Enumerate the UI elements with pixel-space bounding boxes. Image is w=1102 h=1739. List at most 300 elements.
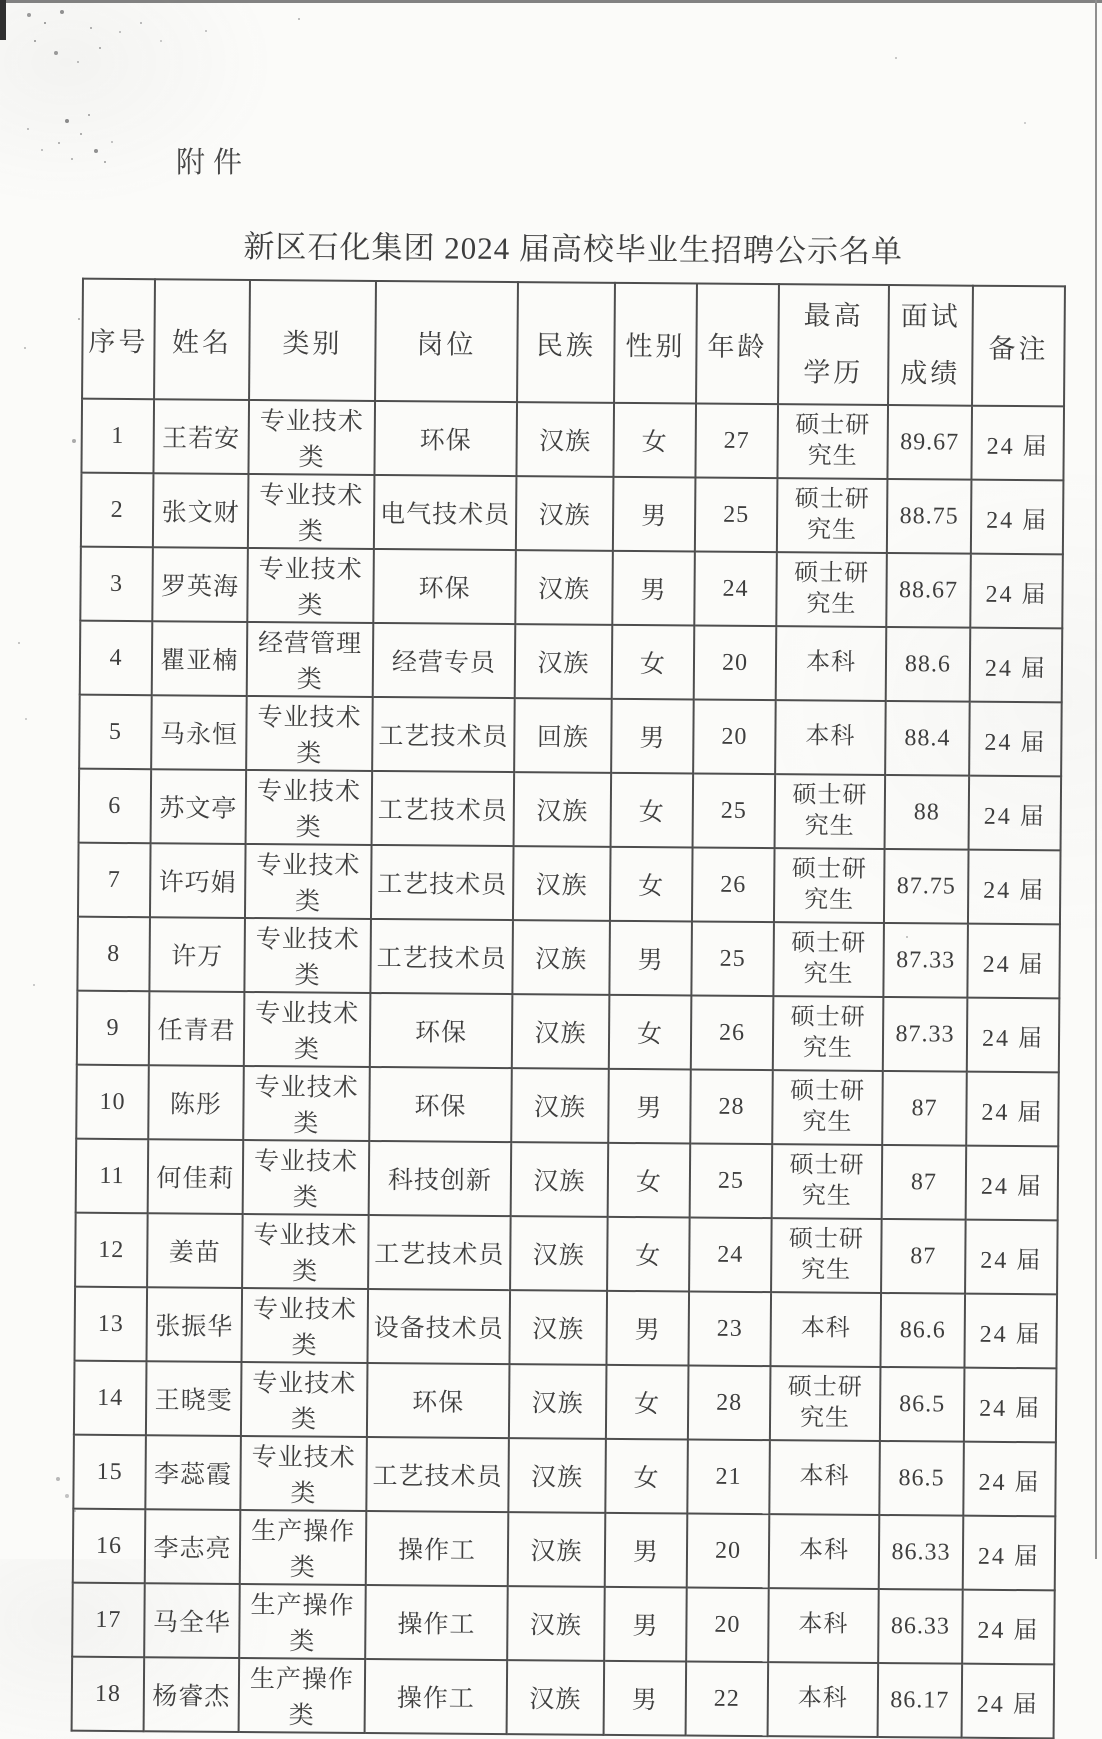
column-header-label: 类别	[282, 327, 343, 359]
table-row	[79, 695, 1062, 777]
cell-value: 28	[718, 1093, 745, 1120]
cell-position	[369, 1067, 512, 1142]
column-header-education	[778, 284, 889, 405]
cell-remark	[969, 776, 1062, 851]
cell-value: 23	[716, 1315, 743, 1342]
cell-value: 8	[107, 940, 121, 967]
cell-value: 本科	[799, 1463, 850, 1491]
cell-value: 何佳莉	[156, 1165, 235, 1193]
cell-value: 18	[94, 1680, 121, 1707]
cell-value: 环保	[414, 1093, 467, 1121]
cell-category	[242, 1214, 369, 1289]
cell-value: 操作工	[397, 1611, 476, 1639]
cell-value: 男	[632, 1539, 660, 1567]
cell-value: 操作工	[397, 1537, 477, 1565]
column-header-label: 性别	[625, 330, 686, 361]
cell-ethnicity	[515, 624, 613, 699]
cell-age	[693, 774, 776, 849]
cell-category	[246, 770, 373, 845]
cell-age	[687, 1439, 770, 1514]
cell-value: 86.17	[890, 1686, 950, 1714]
cell-value: 汉族	[532, 1242, 585, 1270]
cell-value: 87.33	[896, 946, 956, 974]
cell-education	[769, 1440, 880, 1515]
table-row	[73, 1509, 1056, 1591]
cell-remark	[966, 1072, 1059, 1147]
column-header-gender	[614, 283, 697, 404]
cell-value: 88.6	[904, 650, 952, 678]
table-header-row	[82, 279, 1065, 407]
cell-age	[691, 995, 774, 1070]
cell-value: 25	[723, 501, 750, 528]
cell-value: 科技创新	[387, 1167, 493, 1195]
cell-education	[773, 996, 884, 1071]
cell-position	[366, 1437, 509, 1512]
cell-no	[76, 1139, 149, 1214]
cell-value: 工艺技术员	[377, 797, 508, 826]
cell-position	[365, 1585, 508, 1660]
cell-value: 生产操作类	[251, 1518, 356, 1582]
cell-value: 86.33	[890, 1612, 951, 1640]
cell-value: 20	[721, 723, 748, 750]
cell-value: 87	[911, 1094, 938, 1121]
cell-score	[880, 1293, 965, 1368]
cell-value: 89.67	[900, 428, 960, 456]
cell-remark	[963, 1442, 1056, 1517]
cell-value: 14	[97, 1384, 124, 1411]
cell-score	[884, 849, 969, 924]
cell-value: 汉族	[533, 1168, 586, 1196]
table-row	[72, 1583, 1055, 1665]
cell-value: 汉族	[536, 798, 589, 826]
cell-score	[881, 1219, 966, 1294]
cell-no	[79, 695, 152, 770]
table-row	[78, 843, 1061, 925]
cell-value: 本科	[805, 723, 856, 751]
cell-value: 专业技术类	[254, 1074, 359, 1138]
cell-value: 28	[716, 1389, 743, 1416]
cell-value: 专业技术类	[257, 704, 362, 768]
cell-gender	[604, 1661, 687, 1736]
cell-education	[777, 478, 888, 553]
cell-value: 27	[723, 427, 750, 454]
cell-score	[878, 1589, 963, 1664]
cell-education	[770, 1366, 881, 1441]
table-row	[72, 1657, 1055, 1739]
cell-value: 罗英海	[160, 573, 240, 601]
cell-no	[72, 1657, 145, 1732]
cell-ethnicity	[516, 402, 614, 477]
cell-value: 24 届	[976, 1691, 1039, 1718]
cell-value: 88	[913, 798, 940, 825]
cell-no	[77, 917, 150, 992]
cell-ethnicity	[508, 1512, 606, 1587]
cell-value: 硕士研究生	[790, 1004, 866, 1062]
cell-gender	[605, 1513, 688, 1588]
cell-value: 汉族	[535, 946, 588, 974]
cell-value: 张文财	[161, 499, 240, 527]
cell-education	[768, 1662, 879, 1737]
cell-value: 20	[714, 1611, 741, 1638]
cell-ethnicity	[512, 994, 610, 1069]
cell-value: 24 届	[978, 1469, 1041, 1496]
cell-name	[149, 917, 245, 992]
cell-score	[880, 1367, 965, 1442]
cell-value: 女	[638, 873, 665, 901]
cell-value: 王若安	[162, 425, 241, 453]
table-row	[77, 917, 1060, 999]
cell-name	[151, 695, 247, 770]
cell-value: 苏文亭	[159, 795, 238, 823]
cell-value: 88.67	[898, 576, 959, 604]
cell-value: 24 届	[986, 433, 1049, 460]
cell-age	[687, 1513, 770, 1588]
cell-ethnicity	[516, 476, 614, 551]
cell-score	[885, 701, 970, 776]
cell-value: 男	[637, 947, 664, 975]
cell-name	[152, 621, 248, 696]
cell-value: 电气技术员	[380, 501, 511, 530]
cell-name	[151, 769, 247, 844]
cell-value: 汉族	[533, 1094, 587, 1122]
cell-value: 汉族	[534, 1020, 587, 1048]
cell-gender	[613, 477, 696, 552]
cell-ethnicity	[515, 550, 613, 625]
cell-category	[243, 1140, 370, 1215]
cell-value: 本科	[798, 1537, 850, 1565]
cell-name	[146, 1287, 242, 1362]
cell-value: 女	[636, 1021, 664, 1049]
column-header-label: 年龄	[707, 331, 768, 362]
cell-value: 硕士研究生	[792, 782, 868, 840]
cell-age	[694, 552, 777, 627]
document-sheet	[71, 228, 1064, 1739]
cell-gender	[613, 403, 696, 478]
cell-name	[144, 1657, 240, 1732]
cell-value: 专业技术类	[252, 1370, 357, 1434]
cell-name	[146, 1361, 242, 1436]
cell-value: 汉族	[532, 1316, 585, 1344]
cell-value: 13	[97, 1310, 124, 1337]
table-row	[74, 1361, 1057, 1443]
cell-no	[81, 473, 154, 548]
cell-value: 经营专员	[391, 649, 497, 677]
cell-gender	[607, 1217, 690, 1292]
cell-value: 男	[640, 577, 667, 605]
page-edge-line	[1095, 0, 1097, 1559]
cell-value: 24 届	[981, 1099, 1044, 1126]
cell-value: 86.5	[898, 1464, 945, 1491]
cell-no	[73, 1435, 146, 1510]
cell-value: 25	[717, 1167, 745, 1194]
cell-value: 汉族	[530, 1538, 583, 1566]
attachment-label: 附件	[176, 147, 251, 179]
cell-value: 汉族	[529, 1686, 582, 1714]
cell-ethnicity	[514, 698, 612, 773]
cell-education	[772, 1070, 883, 1145]
cell-education	[768, 1588, 879, 1663]
cell-remark	[964, 1368, 1057, 1443]
cell-value: 环保	[412, 1389, 465, 1417]
cell-remark	[969, 702, 1062, 777]
cell-education	[776, 552, 887, 627]
cell-value: 16	[95, 1532, 123, 1559]
cell-ethnicity	[514, 772, 612, 847]
cell-score	[887, 405, 972, 480]
cell-name	[148, 1065, 244, 1140]
cell-no	[72, 1583, 145, 1658]
cell-position	[367, 1363, 510, 1438]
cell-value: 17	[95, 1606, 122, 1633]
cell-value: 男	[634, 1317, 661, 1345]
cell-value: 任青君	[157, 1017, 236, 1045]
table-row	[73, 1435, 1056, 1517]
cell-no	[74, 1361, 147, 1436]
cell-value: 王晓雯	[154, 1387, 233, 1415]
cell-value: 硕士研究生	[791, 930, 867, 988]
cell-age	[689, 1217, 772, 1292]
column-header-name	[154, 279, 250, 400]
cell-position	[372, 697, 515, 772]
cell-score	[885, 775, 970, 850]
cell-value: 许万	[171, 943, 224, 971]
cell-category	[241, 1288, 368, 1363]
cell-value: 87.33	[895, 1020, 955, 1048]
cell-value: 专业技术类	[255, 926, 360, 990]
cell-value: 88.4	[904, 724, 951, 752]
cell-gender	[609, 995, 692, 1070]
cell-ethnicity	[510, 1216, 608, 1291]
cell-no	[81, 399, 154, 474]
cell-age	[686, 1661, 769, 1736]
cell-value: 专业技术类	[255, 1000, 360, 1064]
cell-value: 86.33	[891, 1538, 951, 1566]
cell-value: 硕士研究生	[791, 856, 867, 914]
cell-position	[373, 549, 516, 624]
cell-value: 经营管理类	[258, 630, 363, 694]
column-header-score	[888, 285, 973, 406]
cell-education	[769, 1514, 880, 1589]
cell-age	[688, 1365, 771, 1440]
cell-score	[883, 997, 968, 1072]
cell-gender	[612, 625, 695, 700]
cell-value: 24 届	[977, 1543, 1041, 1570]
cell-value: 24 届	[984, 655, 1048, 682]
cell-category	[240, 1510, 367, 1585]
cell-value: 24 届	[979, 1395, 1042, 1422]
cell-value: 专业技术类	[253, 1148, 359, 1212]
cell-value: 硕士研究生	[788, 1226, 865, 1284]
column-header-label: 最高学历	[803, 300, 864, 388]
cell-value: 本科	[797, 1685, 848, 1713]
cell-value: 工艺技术员	[377, 871, 508, 900]
cell-name	[148, 1139, 244, 1214]
cell-value: 许巧娟	[158, 869, 237, 897]
cell-remark	[963, 1516, 1056, 1591]
cell-value: 本科	[805, 649, 857, 677]
cell-remark	[970, 554, 1063, 629]
cell-gender	[612, 551, 695, 626]
cell-no	[77, 991, 150, 1066]
cell-position	[372, 771, 515, 846]
cell-category	[247, 548, 374, 623]
cell-name	[153, 473, 249, 548]
cell-value: 环保	[414, 1019, 468, 1047]
cell-gender	[611, 699, 694, 774]
cell-value: 3	[109, 570, 124, 597]
cell-value: 20	[714, 1537, 742, 1564]
cell-value: 专业技术类	[258, 556, 363, 620]
cell-gender	[606, 1365, 689, 1440]
cell-value: 12	[98, 1236, 125, 1263]
cell-value: 工艺技术员	[372, 1463, 503, 1492]
cell-value: 汉族	[529, 1612, 583, 1640]
cell-value: 24 届	[984, 729, 1047, 756]
cell-category	[244, 992, 371, 1067]
cell-value: 女	[638, 799, 665, 827]
cell-value: 24 届	[980, 1247, 1043, 1274]
cell-no	[73, 1509, 146, 1584]
cell-value: 硕士研究生	[794, 486, 870, 544]
cell-value: 男	[631, 1687, 658, 1715]
cell-value: 本科	[798, 1611, 849, 1639]
cell-ethnicity	[509, 1290, 607, 1365]
cell-value: 22	[713, 1685, 740, 1712]
column-header-label: 面试成绩	[900, 301, 961, 389]
scan-corner-mark	[0, 0, 6, 40]
cell-category	[248, 474, 375, 549]
table-row	[81, 399, 1064, 481]
cell-value: 硕士研究生	[787, 1374, 863, 1432]
cell-value: 24 届	[979, 1321, 1042, 1348]
cell-gender	[610, 847, 693, 922]
cell-ethnicity	[511, 1142, 609, 1217]
cell-no	[74, 1287, 147, 1362]
cell-remark	[971, 406, 1064, 481]
cell-remark	[967, 998, 1060, 1073]
cell-education	[774, 848, 885, 923]
cell-remark	[962, 1664, 1055, 1739]
cell-education	[771, 1218, 882, 1293]
cell-category	[245, 844, 372, 919]
cell-position	[371, 845, 514, 920]
cell-no	[80, 547, 153, 622]
cell-value: 李志亮	[153, 1535, 232, 1563]
cell-age	[686, 1587, 769, 1662]
cell-value: 2	[110, 496, 124, 523]
cell-value: 25	[720, 797, 747, 824]
table-row	[76, 1065, 1059, 1147]
cell-value: 硕士研究生	[795, 412, 871, 470]
cell-age	[693, 700, 776, 775]
cell-value: 1	[111, 422, 125, 449]
table-row	[81, 473, 1064, 555]
cell-category	[248, 400, 375, 475]
cell-value: 24 届	[981, 1025, 1045, 1052]
cell-education	[776, 626, 887, 701]
cell-education	[772, 1144, 883, 1219]
cell-position	[374, 475, 517, 550]
cell-name	[149, 991, 245, 1066]
cell-value: 工艺技术员	[378, 723, 509, 752]
cell-value: 24 届	[983, 877, 1046, 904]
cell-age	[695, 478, 778, 553]
cell-value: 专业技术类	[259, 482, 364, 546]
cell-value: 6	[108, 792, 122, 819]
cell-name	[150, 843, 246, 918]
cell-education	[777, 404, 888, 479]
cell-age	[691, 921, 774, 996]
cell-value: 24	[717, 1241, 744, 1268]
cell-no	[76, 1065, 149, 1140]
cell-value: 专业技术类	[256, 778, 362, 842]
cell-value: 88.75	[899, 502, 959, 530]
table-body	[72, 399, 1064, 1739]
column-header-label: 备注	[988, 333, 1049, 364]
cell-value: 87	[910, 1242, 937, 1269]
cell-category	[240, 1436, 367, 1511]
cell-value: 15	[96, 1458, 123, 1485]
cell-position	[366, 1511, 509, 1586]
column-header-remark	[972, 286, 1065, 407]
column-header-category	[249, 280, 376, 401]
cell-value: 女	[635, 1169, 663, 1197]
cell-value: 25	[719, 945, 746, 972]
table-row	[75, 1213, 1058, 1295]
cell-value: 87.75	[896, 872, 956, 900]
cell-gender	[608, 1143, 691, 1218]
cell-value: 87	[910, 1168, 938, 1195]
cell-remark	[964, 1294, 1057, 1369]
cell-value: 86.5	[899, 1390, 946, 1417]
cell-gender	[604, 1587, 687, 1662]
cell-no	[79, 769, 152, 844]
cell-name	[152, 547, 248, 622]
table-row	[77, 991, 1060, 1073]
cell-value: 5	[108, 718, 123, 745]
cell-position	[367, 1289, 510, 1364]
cell-value: 汉族	[539, 428, 592, 456]
cell-age	[690, 1069, 773, 1144]
cell-value: 专业技术类	[256, 852, 361, 916]
cell-no	[75, 1213, 148, 1288]
cell-value: 11	[99, 1162, 125, 1189]
column-header-age	[696, 284, 779, 405]
cell-value: 汉族	[530, 1464, 584, 1492]
table-row	[79, 769, 1062, 851]
cell-value: 硕士研究生	[789, 1152, 865, 1210]
cell-value: 汉族	[535, 872, 588, 900]
cell-remark	[970, 628, 1063, 703]
cell-value: 86.6	[899, 1316, 946, 1344]
cell-value: 男	[639, 725, 666, 753]
cell-value: 女	[641, 429, 668, 457]
cell-value: 生产操作类	[249, 1666, 355, 1730]
cell-position	[368, 1215, 511, 1290]
cell-value: 男	[632, 1613, 659, 1641]
cell-score	[878, 1663, 963, 1738]
cell-value: 汉族	[538, 502, 591, 530]
cell-value: 回族	[536, 724, 590, 752]
cell-value: 汉族	[537, 576, 591, 604]
cell-gender	[611, 773, 694, 848]
cell-value: 7	[107, 866, 121, 893]
cell-value: 女	[633, 1465, 660, 1493]
cell-category	[244, 918, 371, 993]
cell-value: 瞿亚楠	[160, 647, 239, 675]
cell-value: 本科	[800, 1315, 851, 1343]
cell-category	[246, 696, 373, 771]
